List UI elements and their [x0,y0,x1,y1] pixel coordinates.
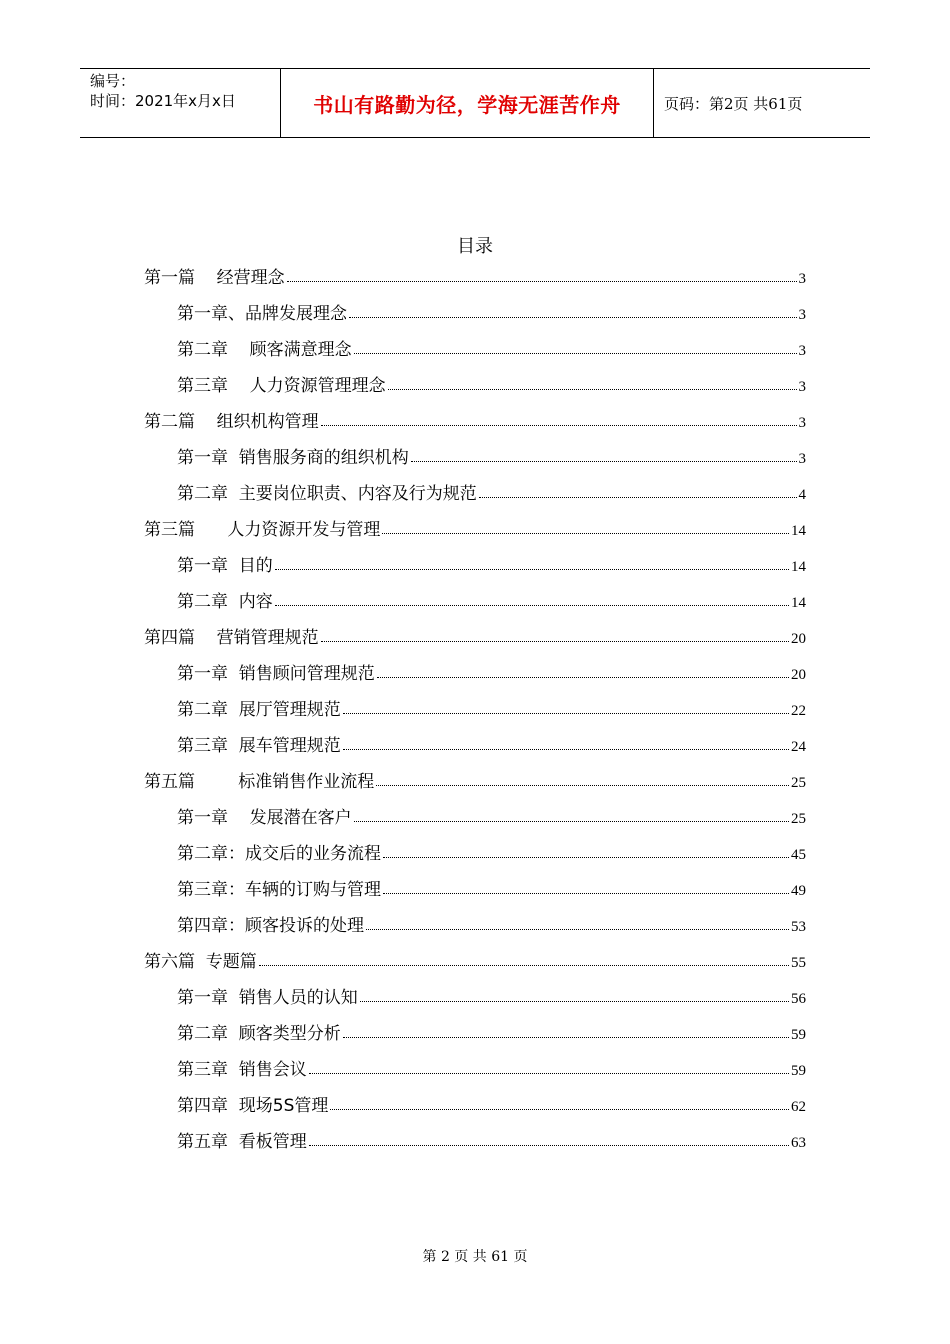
toc-leader-dots [354,353,797,354]
toc-entry-title: 第三章 销售会议 [177,1060,307,1080]
toc-chapter-entry[interactable] [177,874,806,900]
toc-leader-dots [343,1037,789,1038]
toc-entry-page: 3 [798,379,806,395]
toc-entry-page: 45 [791,847,806,863]
header-meta [80,69,281,137]
toc-entry-title: 第三章 人力资源管理理念 [177,376,386,396]
toc-leader-dots [275,605,789,606]
toc-chapter-entry[interactable] [177,334,806,360]
toc-leader-dots [388,389,797,390]
toc-chapter-entry[interactable] [177,1054,806,1080]
header-motto: 书山有路勤为径，学海无涯苦作舟 [281,69,654,137]
toc-chapter-entry[interactable] [177,982,806,1008]
toc-entry-page: 14 [791,595,806,611]
toc-entry-title: 第一章 销售顾问管理规范 [177,664,375,684]
toc-chapter-entry[interactable] [177,550,806,576]
toc-leader-dots [309,1073,789,1074]
toc-entry-title: 第二篇 组织机构管理 [144,412,319,432]
toc-leader-dots [383,857,789,858]
toc-chapter-entry[interactable] [177,1018,806,1044]
toc-entry-page: 20 [791,667,806,683]
toc-entry-page: 63 [791,1135,806,1151]
toc-chapter-entry[interactable] [177,586,806,612]
toc-entry-page: 4 [798,487,806,503]
toc-entry-title: 第六篇 专题篇 [144,952,257,972]
document-header [80,68,870,138]
toc-part-entry[interactable] [144,766,806,792]
toc-leader-dots [321,641,789,642]
toc-part-entry[interactable] [144,262,806,288]
toc-entry-page: 24 [791,739,806,755]
toc-entry-title: 第四篇 营销管理规范 [144,628,319,648]
toc-entry-title: 第一篇 经营理念 [144,268,285,288]
time-label: 时间：2021年x月x日 [90,92,236,110]
toc-leader-dots [411,461,797,462]
toc-leader-dots [259,965,789,966]
toc-leader-dots [354,821,789,822]
toc-entry-title: 第二章 展厅管理规范 [177,700,341,720]
toc-entry-title: 第二章 内容 [177,592,273,612]
serial-label: 编号： [90,72,136,90]
toc-entry-title: 第五章 看板管理 [177,1132,307,1152]
toc-leader-dots [382,533,789,534]
toc-entry-page: 53 [791,919,806,935]
toc-chapter-entry[interactable] [177,442,806,468]
toc-entry-title: 第三章：车辆的订购与管理 [177,880,381,900]
toc-entry-page: 20 [791,631,806,647]
toc-leader-dots [321,425,797,426]
toc-chapter-entry[interactable] [177,478,806,504]
toc-entry-title: 第三篇 人力资源开发与管理 [144,520,381,540]
toc-chapter-entry[interactable] [177,1126,806,1152]
toc-entry-page: 49 [791,883,806,899]
toc-entry-page: 25 [791,775,806,791]
toc-chapter-entry[interactable] [177,838,806,864]
toc-entry-page: 62 [791,1099,806,1115]
toc-leader-dots [479,497,797,498]
toc-part-entry[interactable] [144,622,806,648]
toc-part-entry[interactable] [144,946,806,972]
toc-entry-page: 3 [798,451,806,467]
toc-entry-title: 第二章 主要岗位职责、内容及行为规范 [177,484,477,504]
header-page-info: 页码：第2页 共61页 [664,94,803,113]
toc-leader-dots [343,713,789,714]
toc-chapter-entry[interactable] [177,730,806,756]
toc-entry-title: 第一章 销售服务商的组织机构 [177,448,409,468]
toc-leader-dots [343,749,789,750]
toc-title: 目录 [457,236,493,257]
toc-entry-page: 3 [798,343,806,359]
toc-chapter-entry[interactable] [177,370,806,396]
page-footer: 第 2 页 共 61 页 [422,1249,528,1265]
toc-entry-title: 第三章 展车管理规范 [177,736,341,756]
toc-entry-title: 第二章 顾客类型分析 [177,1024,341,1044]
toc-leader-dots [349,317,797,318]
toc-entry-page: 3 [798,271,806,287]
toc-part-entry[interactable] [144,406,806,432]
toc-entry-title: 第四章 现场5S管理 [177,1096,329,1116]
toc-entry-page: 22 [791,703,806,719]
toc-entry-page: 3 [798,307,806,323]
toc-entry-title: 第二章 顾客满意理念 [177,340,352,360]
toc-leader-dots [309,1145,789,1146]
toc-entry-page: 25 [791,811,806,827]
toc-entry-page: 59 [791,1027,806,1043]
toc-entry-title: 第一章 发展潜在客户 [177,808,352,828]
toc-chapter-entry[interactable] [177,694,806,720]
toc-entry-page: 55 [791,955,806,971]
toc-entry-title: 第四章：顾客投诉的处理 [177,916,364,936]
toc-leader-dots [383,893,789,894]
toc-entry-page: 14 [791,523,806,539]
toc-chapter-entry[interactable] [177,658,806,684]
toc-leader-dots [287,281,797,282]
toc-leader-dots [275,569,789,570]
toc-leader-dots [377,677,789,678]
toc-chapter-entry[interactable] [177,298,806,324]
toc-entry-title: 第二章：成交后的业务流程 [177,844,381,864]
toc-leader-dots [376,785,789,786]
toc-chapter-entry[interactable] [177,910,806,936]
toc-entry-title: 第一章、品牌发展理念 [177,304,347,324]
toc-entry-page: 56 [791,991,806,1007]
toc-leader-dots [366,929,789,930]
toc-entry-title: 第一章 销售人员的认知 [177,988,358,1008]
toc-leader-dots [360,1001,789,1002]
toc-part-entry[interactable] [144,514,806,540]
toc-entry-title: 第五篇 标准销售作业流程 [144,772,375,792]
toc-entry-title: 第一章 目的 [177,556,273,576]
toc-leader-dots [330,1109,789,1110]
toc-chapter-entry[interactable] [177,1090,806,1116]
toc-entry-page: 59 [791,1063,806,1079]
toc-entry-page: 14 [791,559,806,575]
toc-entry-page: 3 [798,415,806,431]
toc-chapter-entry[interactable] [177,802,806,828]
